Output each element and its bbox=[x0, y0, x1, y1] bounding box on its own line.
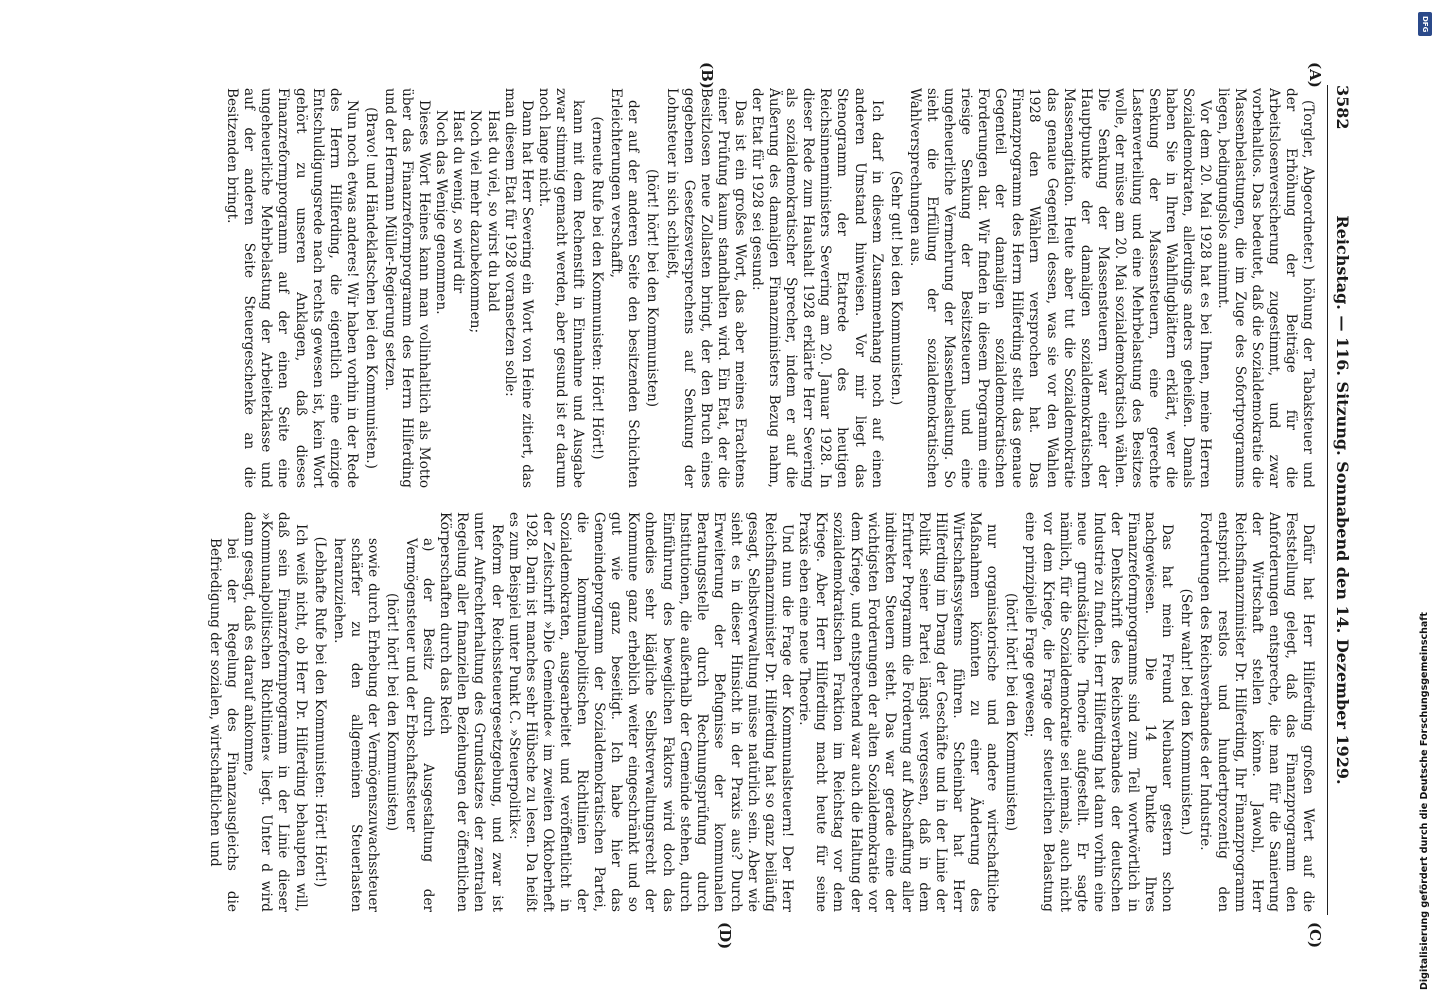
interjection: (Sehr wahr! bei den Kommunisten.) bbox=[1178, 588, 1195, 836]
paragraph: Das hat mein Freund Neubauer gestern schon nachgewiesen. Die 14 Punkte Ihres Finanzreformprogramms sind zum Teil wortwörtlich in der Denkschrift des Reichsverbandes der deutschen Industrie zu finden. Herr Hilferding hat dann vorhin eine neue grundsätzliche Theorie aufgestellt. Er sagte nämlich, für die Sozialdemokratie sei niemals, auch nicht vor dem Kriege, die Frage der steuerlichen Belastung eine prinzipielle Frage gewesen; bbox=[1022, 512, 1176, 912]
digitization-credit-text: Digitalisierung gefördert durch die Deutsche Forschungsgemeinschaft bbox=[1419, 612, 1430, 990]
paragraph: Reform der Reichssteuergesetzgebung, und zwar ist unter Aufrechterhaltung des Grundsatzes der zentralen Regelung aller finanziellen Beziehungen der öffentlichen Körperschaften durch das Reich bbox=[437, 512, 505, 912]
interjection: (erneute Rufe bei den Kommunisten: Hört! Hört!) bbox=[589, 116, 606, 460]
right-text-column bbox=[136, 512, 1316, 912]
page-number: 3582 bbox=[1333, 85, 1352, 130]
verse-line: Noch viel mehr dazubekommen; bbox=[467, 110, 484, 334]
paragraph: der auf der anderen Seite den besitzenden Schichten Erleichterungen verschafft, bbox=[608, 88, 642, 488]
interjection: (hört! hört! bei den Kommunisten) bbox=[644, 168, 661, 408]
verse-line: Hast du viel, so wirst du bald bbox=[484, 110, 501, 312]
paragraph: Nun noch etwas anderes! Wir haben vorhin in der Rede des Herrn Hilferding, die eigentlich eine einzige Entschuldigungsrede nach rechts gewesen ist, kein Wort gehört zu unseren Anklagen, daß dieses Finanzreformprogramm auf der einen Seite eine ungeheuerliche Mehrbelastung der Arbeiterklasse und auf der anderen Seite Steuergeschenke an die Besitzenden bringt. bbox=[224, 88, 360, 488]
left-text-column bbox=[136, 88, 1316, 488]
margin-marker-d: (D) bbox=[716, 922, 734, 950]
list-item: sowie durch Erhebung der Vermögenszuwachssteuer schärfer zu den allgemeinen Steuerlasten heranzuziehen. bbox=[330, 538, 381, 912]
list-item: a) der Besitz durch Ausgestaltung der Vermögensteuer und der Erbschaftssteuer bbox=[403, 538, 437, 912]
page-header bbox=[1327, 85, 1354, 915]
dfg-logo: DFG bbox=[1418, 12, 1432, 36]
paragraph: kann mit dem Rechenstift in Einnahme und Ausgabe zwar stimmig gemacht werden, aber gesund ist er darum noch lange nicht. bbox=[535, 88, 587, 488]
paragraph: Ich weiß nicht, ob Herr Dr. Hilferding behaupten will, daß sein Finanzreformprogramm in der Linie dieser »Kommunalpolitischen Richtlinien« liegt. Unter d wird dann gesagt, daß es darauf ankomme, bbox=[241, 512, 309, 912]
paragraph: Dann hat Herr Severing ein Wort von Heine zitiert, das man diesem Etat für 1928 voransetzen solle: bbox=[501, 88, 535, 488]
margin-marker-c: (C) bbox=[1306, 922, 1324, 949]
interjection: (hört! hört! bei den Kommunisten) bbox=[384, 592, 401, 832]
interjection: (hört! hört! bei den Kommunisten) bbox=[1003, 592, 1020, 832]
paragraph: Das ist ein großes Wort, das aber meines Erachtens einer Prüfung kaum standhalten wird. Ein Etat, der die Besitzlosen neue Zollasten bringt, der den Bruch eines gegebenen Gesetzesversprechens auf Senkung der Lohnsteuer in sich schließt, bbox=[663, 88, 748, 488]
interjection: (Lebhafte Rufe bei den Kommunisten: Hört! Hört!) bbox=[311, 536, 328, 888]
paragraph: Dieses Wort Heines kann man vollinhaltlich als Motto über das Finanzreformprogramm des Herrn Hilferding und der Hermann Müller-Regierung setzen. bbox=[382, 88, 433, 488]
verse-line: Noch das Wenige genommen. bbox=[433, 110, 450, 315]
paragraph: Und nun die Frage der Kommunalsteuern! Der Herr Reichsfinanzminister Dr. Hilferding hat so ganz beiläufig gesagt, Selbstverwaltung müsse natürlich sein. Aber wie sieht es in dieser Hinsicht in der Praxis aus? Durch Erweiterung der Befugnisse der kommunalen Beratungsstelle durch Rechnungsprüfung durch Institutionen, die außerhalb der Gemeinde stehen, durch Einführung des beweglichen Faktors wird doch das ohnedies sehr klägliche Selbstverwaltungsrecht der Kommune ganz erheblich weiter eingeschränkt und so gut wie ganz beseitigt. Ich habe hier das Gemeindeprogramm der Sozialdemokratischen Partei, die kommunalpolitischen Richtlinien der Sozialdemokraten, ausgearbeitet und veröffentlicht in der Zeitschrift »Die Gemeinde« im zweiten Oktoberheft 1928. Darin ist manches sehr Hübsche zu lesen. Da heißt es zum Beispiel unter Punkt C. »Steuerpolitik«: bbox=[505, 512, 796, 912]
paragraph: Vor dem 20. Mai 1928 hat es bei Ihnen, meine Herren Sozialdemokraten, allerdings anders geheißen. Damals haben Sie in Ihren Wahlflugblättern erklärt, wer die Senkung der Massensteuern, eine gerechte Lastenverteilung und eine Mehrbelastung des Besitzes wolle, der müsse am 20. Mai sozialdemokratisch wählen. Die Senkung der Massensteuern war einer der Hauptpunkte der damaligen sozialdemokratischen Massenagitation. Heute aber tut die Sozialdemokratie das genaue Gegenteil dessen, was sie vor den Wahlen 1928 den Wählern versprochen hat. Das Finanzprogramm des Herrn Hilferding stellt das genaue Gegenteil der damaligen sozialdemokratischen Forderungen dar. Wir finden in diesem Programm eine riesige Senkung der Besitzsteuern und eine ungeheuerliche Vermehrung der Massenbelastung. So sieht die Erfüllung der sozialdemokratischen Wahlversprechungen aus. bbox=[906, 88, 1214, 488]
margin-marker-a: (A) bbox=[1306, 62, 1324, 88]
paragraph: Ich darf in diesem Zusammenhang noch auf einen anderen Umstand hinweisen. Vor mir liegt das Stenogramm der Etatrede des heutigen Reichsinnenministers Severing am 20. Januar 1928. In dieser Rede zum Haushalt 1928 erklärte Herr Severing als sozialdemokratischer Sprecher, indem er auf die Äußerung des damaligen Finanzministers Bezug nahm, der Etat für 1928 sei gesund: bbox=[749, 88, 885, 488]
interjection: (Sehr gut! bei den Kommunisten.) bbox=[887, 170, 904, 406]
session-heading: Reichstag. — 116. Sitzung. Sonnabend den 14. Dezember 1929. bbox=[1333, 215, 1352, 785]
interjection: (Bravo! und Händeklatschen bei den Kommunisten.) bbox=[362, 107, 379, 469]
list-item: bei der Regelung des Finanzausgleichs die Befriedigung der sozialen, wirtschaftlichen und bbox=[207, 538, 241, 912]
paragraph: (Torgler, Abgeordneter.) höhung der Tabaksteuer und der Erhöhung der Beiträge für die Arbeitslosenversicherung zugestimmt, und zwar vorbehaltlos. Das bedeutet, daß die Sozialdemokratie die Massenbelastungen, die im Zuge des Sofortprogramms liegen, bedingungslos annimmt. bbox=[1214, 88, 1316, 488]
margin-marker-b: (B) bbox=[698, 62, 716, 89]
digitization-credit bbox=[1418, 10, 1432, 990]
paragraph: Dafür hat Herr Hilferding großen Wert auf die Feststellung gelegt, daß das Finanzprogramm den Anforderungen entspreche, die man für die Sanierung der Wirtschaft stellen könne. Jawohl, Herr Reichsfinanzminister Dr. Hilferding, Ihr Finanzprogramm entspricht restlos und hundertprozentig den Forderungen des Reichsverbandes der Industrie. bbox=[1197, 512, 1316, 912]
verse-line: Hast du wenig, so wird dir bbox=[450, 110, 467, 294]
paragraph: nur organisatorische und andere wirtschaftliche Maßnahmen könnten zu einer Änderung des Wirtschaftssystems führen. Scheinbar hat Herr Hilferding im Drang der Geschäfte und in der Linie der Politik seiner Partei längst vergessen, daß in dem Erfurter Programm die Forderung auf Abschaffung aller indirekten Steuern steht. Das war gerade eine der wichtigsten Forderungen der alten Sozialdemokratie vor dem Kriege, und entsprechend war auch die Haltung der sozialdemokratischen Fraktion im Reichstag vor dem Kriege. Aber Herr Hilferding macht heute für seine Praxis eben eine neue Theorie. bbox=[796, 512, 1001, 912]
